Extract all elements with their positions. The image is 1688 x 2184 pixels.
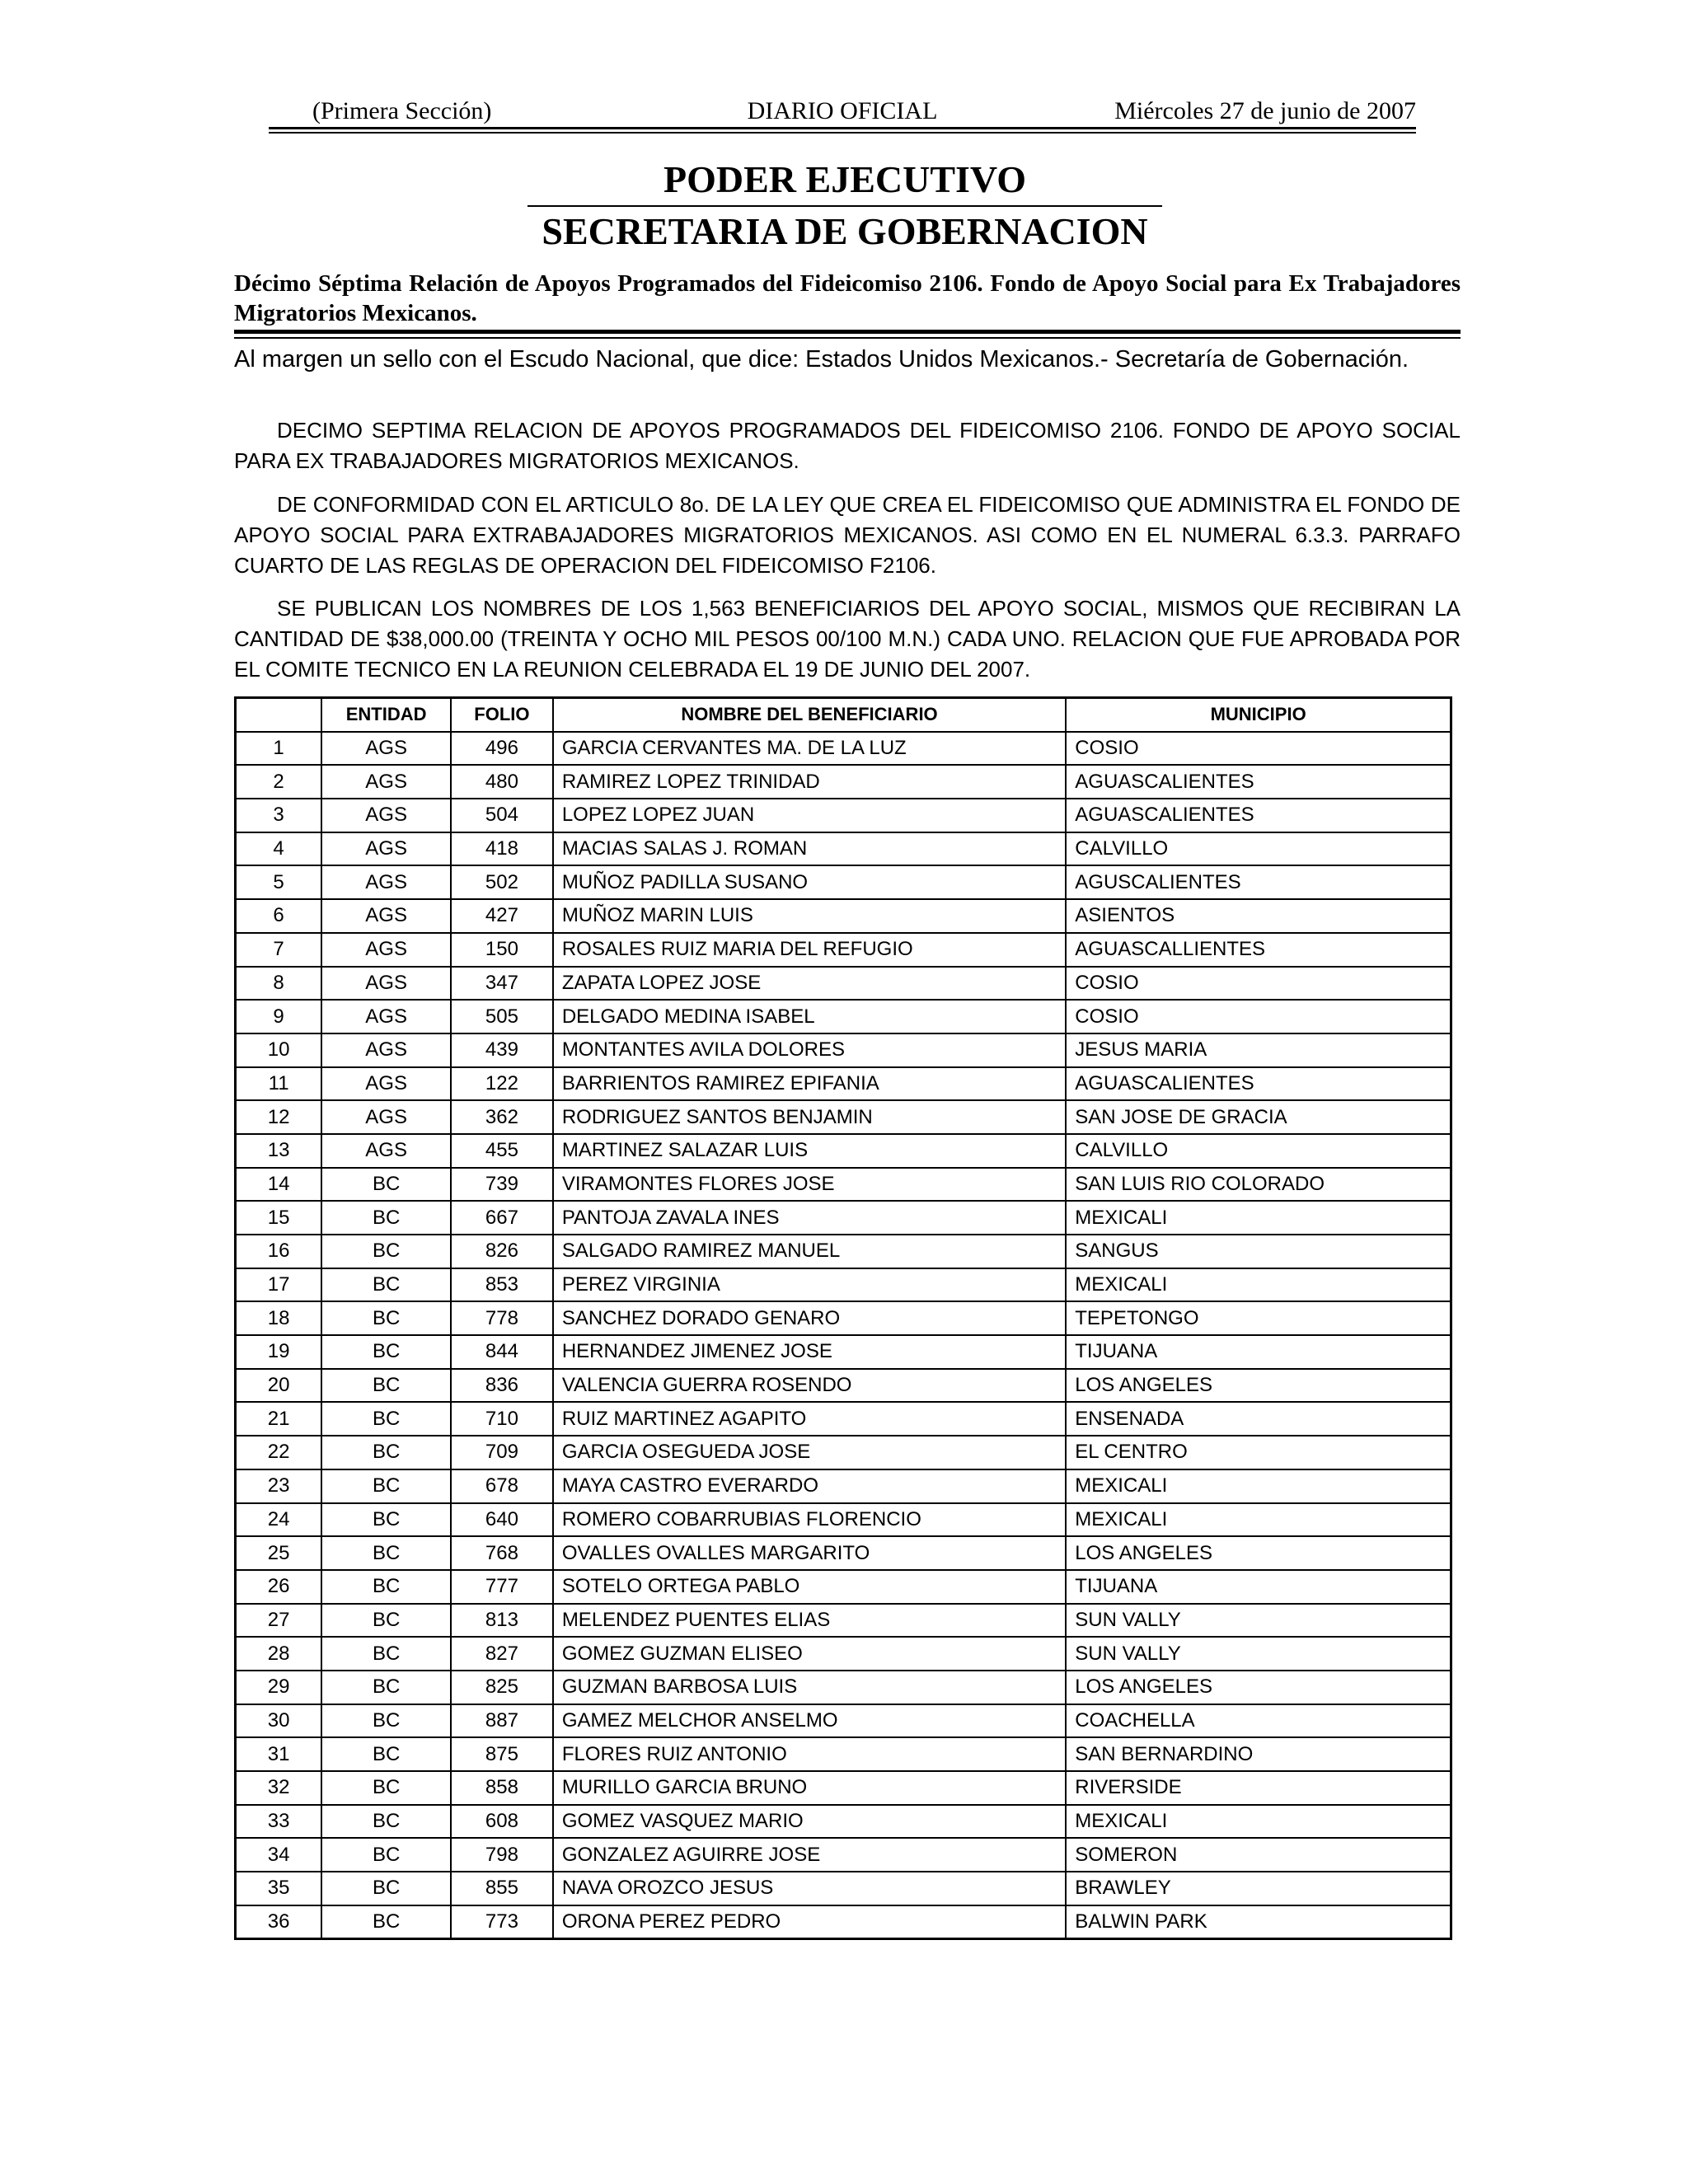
folio-cell: 827 — [451, 1637, 553, 1671]
table-header-row — [236, 698, 1451, 732]
table-row — [236, 1536, 1451, 1570]
municipio-cell: BRAWLEY — [1066, 1872, 1451, 1905]
entidad-cell: AGS — [321, 832, 451, 866]
folio-cell: 502 — [451, 865, 553, 899]
municipio-cell: MEXICALI — [1066, 1201, 1451, 1235]
entidad-cell: AGS — [321, 967, 451, 1001]
table-row — [236, 1436, 1451, 1469]
folio-cell: 640 — [451, 1503, 553, 1537]
entidad-cell: BC — [321, 1402, 451, 1436]
table-header — [236, 698, 1451, 732]
row-number: 4 — [236, 832, 322, 866]
branch-title: PODER EJECUTIVO — [663, 158, 1026, 200]
folio-cell: 773 — [451, 1905, 553, 1939]
table-row — [236, 1671, 1451, 1704]
entidad-cell: AGS — [321, 1033, 451, 1067]
row-number: 14 — [236, 1168, 322, 1202]
beneficiary-name-cell: SALGADO RAMIREZ MANUEL — [553, 1235, 1066, 1268]
row-number: 35 — [236, 1872, 322, 1905]
municipio-cell: AGUASCALIENTES — [1066, 799, 1451, 832]
table-row — [236, 933, 1451, 967]
margin-note: Al margen un sello con el Escudo Nacional, que dice: Estados Unidos Mexicanos.- Secretaría de Gobernación. — [234, 346, 1409, 373]
table-row — [236, 1067, 1451, 1101]
table-row — [236, 967, 1451, 1001]
municipio-cell: ASIENTOS — [1066, 899, 1451, 933]
table-row — [236, 1737, 1451, 1771]
row-number: 13 — [236, 1134, 322, 1168]
beneficiary-name-cell: GARCIA CERVANTES MA. DE LA LUZ — [553, 732, 1066, 766]
folio-cell: 710 — [451, 1402, 553, 1436]
table-row — [236, 899, 1451, 933]
beneficiary-name-cell: OVALLES OVALLES MARGARITO — [553, 1536, 1066, 1570]
beneficiary-name-cell: SANCHEZ DORADO GENARO — [553, 1301, 1066, 1335]
paragraph-title-caps: DECIMO SEPTIMA RELACION DE APOYOS PROGRAMADOS DEL FIDEICOMISO 2106. FONDO DE APOYO SOCIAL PARA EX TRABAJADORES MIGRATORIOS MEXICANOS. — [234, 418, 1461, 473]
municipio-cell: TIJUANA — [1066, 1570, 1451, 1604]
entidad-cell: BC — [321, 1201, 451, 1235]
header-section: (Primera Sección) — [312, 97, 492, 124]
folio-cell: 777 — [451, 1570, 553, 1604]
table-row — [236, 1201, 1451, 1235]
header-publication: DIARIO OFICIAL — [747, 97, 938, 124]
entidad-cell: BC — [321, 1503, 451, 1537]
row-number: 8 — [236, 967, 322, 1001]
table-row — [236, 865, 1451, 899]
row-number: 18 — [236, 1301, 322, 1335]
municipio-cell: SAN JOSE DE GRACIA — [1066, 1100, 1451, 1134]
municipio-cell: SAN BERNARDINO — [1066, 1737, 1451, 1771]
municipio-cell: MEXICALI — [1066, 1503, 1451, 1537]
entidad-cell: BC — [321, 1235, 451, 1268]
entidad-cell: BC — [321, 1704, 451, 1738]
beneficiary-name-cell: PANTOJA ZAVALA INES — [553, 1201, 1066, 1235]
row-number: 6 — [236, 899, 322, 933]
beneficiary-name-cell: GOMEZ VASQUEZ MARIO — [553, 1805, 1066, 1839]
entidad-cell: AGS — [321, 1067, 451, 1101]
municipio-cell: AGUSCALIENTES — [1066, 865, 1451, 899]
beneficiary-name-cell: MACIAS SALAS J. ROMAN — [553, 832, 1066, 866]
municipio-cell: ENSENADA — [1066, 1402, 1451, 1436]
folio-cell: 887 — [451, 1704, 553, 1738]
row-number: 21 — [236, 1402, 322, 1436]
header-rule-thick — [269, 127, 1416, 129]
table-row — [236, 1771, 1451, 1805]
municipio-cell: AGUASCALIENTES — [1066, 765, 1451, 799]
entidad-cell: BC — [321, 1872, 451, 1905]
table-row — [236, 1134, 1451, 1168]
beneficiary-name-cell: MONTANTES AVILA DOLORES — [553, 1033, 1066, 1067]
municipio-cell: RIVERSIDE — [1066, 1771, 1451, 1805]
beneficiary-name-cell: PEREZ VIRGINIA — [553, 1268, 1066, 1302]
folio-cell: 875 — [451, 1737, 553, 1771]
row-number: 10 — [236, 1033, 322, 1067]
entidad-cell: BC — [321, 1671, 451, 1704]
municipio-cell: SOMERON — [1066, 1838, 1451, 1872]
entidad-cell: BC — [321, 1771, 451, 1805]
entidad-cell: AGS — [321, 1000, 451, 1033]
beneficiary-name-cell: VIRAMONTES FLORES JOSE — [553, 1168, 1066, 1202]
entidad-cell: BC — [321, 1469, 451, 1503]
entidad-cell: AGS — [321, 865, 451, 899]
row-number: 17 — [236, 1268, 322, 1302]
table-row — [236, 765, 1451, 799]
table-row — [236, 1335, 1451, 1369]
header-date: Miércoles 27 de junio de 2007 — [1114, 97, 1416, 124]
row-number: 12 — [236, 1100, 322, 1134]
row-number: 34 — [236, 1838, 322, 1872]
row-number: 23 — [236, 1469, 322, 1503]
beneficiary-name-cell: MARTINEZ SALAZAR LUIS — [553, 1134, 1066, 1168]
table-row — [236, 1402, 1451, 1436]
folio-cell: 608 — [451, 1805, 553, 1839]
table-row — [236, 1100, 1451, 1134]
municipio-cell: AGUASCALLIENTES — [1066, 933, 1451, 967]
table-row — [236, 1268, 1451, 1302]
beneficiary-name-cell: ROMERO COBARRUBIAS FLORENCIO — [553, 1503, 1066, 1537]
beneficiary-name-cell: RODRIGUEZ SANTOS BENJAMIN — [553, 1100, 1066, 1134]
entidad-cell: AGS — [321, 933, 451, 967]
row-number: 32 — [236, 1771, 322, 1805]
row-number: 25 — [236, 1536, 322, 1570]
table-row — [236, 1637, 1451, 1671]
entidad-cell: BC — [321, 1604, 451, 1638]
entidad-cell: BC — [321, 1637, 451, 1671]
row-number: 15 — [236, 1201, 322, 1235]
folio-cell: 853 — [451, 1268, 553, 1302]
beneficiary-name-cell: FLORES RUIZ ANTONIO — [553, 1737, 1066, 1771]
folio-cell: 826 — [451, 1235, 553, 1268]
row-number: 3 — [236, 799, 322, 832]
municipio-cell: LOS ANGELES — [1066, 1369, 1451, 1403]
folio-cell: 418 — [451, 832, 553, 866]
header-rule-thin — [269, 132, 1416, 134]
entidad-cell: AGS — [321, 765, 451, 799]
municipio-cell: SANGUS — [1066, 1235, 1451, 1268]
paragraph-legal-basis: DE CONFORMIDAD CON EL ARTICULO 8o. DE LA LEY QUE CREA EL FIDEICOMISO QUE ADMINISTRA EL FONDO DE APOYO SOCIAL PARA EXTRABAJADORES MIGRATORIOS MEXICANOS. ASI COMO EN EL NUMERAL 6.3.3. PARRAFO CUARTO DE LAS REGLAS DE OPERACION DEL FIDEICOMISO F2106. — [234, 492, 1461, 578]
municipio-cell: BALWIN PARK — [1066, 1905, 1451, 1939]
row-number: 27 — [236, 1604, 322, 1638]
entidad-cell: BC — [321, 1436, 451, 1469]
beneficiary-name-cell: MAYA CASTRO EVERARDO — [553, 1469, 1066, 1503]
row-number: 33 — [236, 1805, 322, 1839]
table-row — [236, 1503, 1451, 1537]
beneficiary-name-cell: GUZMAN BARBOSA LUIS — [553, 1671, 1066, 1704]
folio-cell: 858 — [451, 1771, 553, 1805]
municipio-cell: SUN VALLY — [1066, 1604, 1451, 1638]
municipio-cell: LOS ANGELES — [1066, 1671, 1451, 1704]
entidad-cell: BC — [321, 1570, 451, 1604]
row-number: 20 — [236, 1369, 322, 1403]
table-row — [236, 1604, 1451, 1638]
beneficiary-name-cell: GARCIA OSEGUEDA JOSE — [553, 1436, 1066, 1469]
folio-cell: 496 — [451, 732, 553, 766]
entidad-cell: BC — [321, 1168, 451, 1202]
row-number: 7 — [236, 933, 322, 967]
beneficiary-name-cell: RUIZ MARTINEZ AGAPITO — [553, 1402, 1066, 1436]
municipio-cell: JESUS MARIA — [1066, 1033, 1451, 1067]
table-row — [236, 1000, 1451, 1033]
folio-cell: 778 — [451, 1301, 553, 1335]
beneficiary-name-cell: BARRIENTOS RAMIREZ EPIFANIA — [553, 1067, 1066, 1101]
folio-cell: 709 — [451, 1436, 553, 1469]
folio-cell: 813 — [451, 1604, 553, 1638]
table-row — [236, 1235, 1451, 1268]
paragraph-publication: SE PUBLICAN LOS NOMBRES DE LOS 1,563 BENEFICIARIOS DEL APOYO SOCIAL, MISMOS QUE RECIBIRAN LA CANTIDAD DE $38,000.00 (TREINTA Y OCHO MIL PESOS 00/100 M.N.) CADA UNO. RELACION QUE FUE APROBADA POR EL COMITE TECNICO EN LA REUNION CELEBRADA EL 19 DE JUNIO DEL 2007. — [234, 596, 1461, 682]
beneficiary-name-cell: ROSALES RUIZ MARIA DEL REFUGIO — [553, 933, 1066, 967]
table-row — [236, 1704, 1451, 1738]
row-number: 22 — [236, 1436, 322, 1469]
entidad-cell: BC — [321, 1805, 451, 1839]
entidad-cell: AGS — [321, 1134, 451, 1168]
beneficiary-name-cell: NAVA OROZCO JESUS — [553, 1872, 1066, 1905]
municipio-cell: CALVILLO — [1066, 1134, 1451, 1168]
table-row — [236, 1301, 1451, 1335]
column-header-entidad: ENTIDAD — [321, 698, 451, 732]
folio-cell: 439 — [451, 1033, 553, 1067]
table-row — [236, 732, 1451, 766]
column-header-nombre: NOMBRE DEL BENEFICIARIO — [553, 698, 1066, 732]
column-header-municipio: MUNICIPIO — [1066, 698, 1451, 732]
folio-cell: 455 — [451, 1134, 553, 1168]
column-header-folio: FOLIO — [451, 698, 553, 732]
beneficiary-name-cell: DELGADO MEDINA ISABEL — [553, 1000, 1066, 1033]
municipio-cell: COSIO — [1066, 967, 1451, 1001]
row-number: 29 — [236, 1671, 322, 1704]
row-number: 31 — [236, 1737, 322, 1771]
entidad-cell: AGS — [321, 899, 451, 933]
table-row — [236, 1570, 1451, 1604]
folio-cell: 504 — [451, 799, 553, 832]
entidad-cell: AGS — [321, 799, 451, 832]
beneficiaries-table — [234, 696, 1452, 1940]
ministry-title: SECRETARIA DE GOBERNACION — [542, 210, 1148, 252]
folio-cell: 480 — [451, 765, 553, 799]
beneficiary-name-cell: GONZALEZ AGUIRRE JOSE — [553, 1838, 1066, 1872]
beneficiary-name-cell: SOTELO ORTEGA PABLO — [553, 1570, 1066, 1604]
entidad-cell: AGS — [321, 732, 451, 766]
municipio-cell: EL CENTRO — [1066, 1436, 1451, 1469]
municipio-cell: TIJUANA — [1066, 1335, 1451, 1369]
municipio-cell: SUN VALLY — [1066, 1637, 1451, 1671]
row-number: 2 — [236, 765, 322, 799]
entidad-cell: BC — [321, 1905, 451, 1939]
folio-cell: 122 — [451, 1067, 553, 1101]
row-number: 9 — [236, 1000, 322, 1033]
row-number: 30 — [236, 1704, 322, 1738]
municipio-cell: COSIO — [1066, 732, 1451, 766]
municipio-cell: MEXICALI — [1066, 1469, 1451, 1503]
beneficiary-name-cell: ORONA PEREZ PEDRO — [553, 1905, 1066, 1939]
entidad-cell: BC — [321, 1838, 451, 1872]
entidad-cell: AGS — [321, 1100, 451, 1134]
table-row — [236, 1872, 1451, 1905]
municipio-cell: CALVILLO — [1066, 832, 1451, 866]
page-header — [269, 92, 1416, 132]
beneficiary-name-cell: LOPEZ LOPEZ JUAN — [553, 799, 1066, 832]
table-row — [236, 1905, 1451, 1939]
row-number: 19 — [236, 1335, 322, 1369]
subtitle-rule-thick — [234, 330, 1461, 334]
folio-cell: 347 — [451, 967, 553, 1001]
beneficiary-name-cell: GAMEZ MELCHOR ANSELMO — [553, 1704, 1066, 1738]
municipio-cell: COACHELLA — [1066, 1704, 1451, 1738]
table-row — [236, 1838, 1451, 1872]
folio-cell: 836 — [451, 1369, 553, 1403]
entidad-cell: BC — [321, 1335, 451, 1369]
document-subtitle: Décimo Séptima Relación de Apoyos Programados del Fideicomiso 2106. Fondo de Apoyo Social para Ex Trabajadores Migratorios Mexicanos. — [234, 270, 1461, 326]
municipio-cell: SAN LUIS RIO COLORADO — [1066, 1168, 1451, 1202]
entidad-cell: BC — [321, 1536, 451, 1570]
folio-cell: 825 — [451, 1671, 553, 1704]
table-row — [236, 1168, 1451, 1202]
municipio-cell: LOS ANGELES — [1066, 1536, 1451, 1570]
beneficiary-name-cell: MUÑOZ PADILLA SUSANO — [553, 865, 1066, 899]
folio-cell: 362 — [451, 1100, 553, 1134]
row-number: 28 — [236, 1637, 322, 1671]
row-number: 26 — [236, 1570, 322, 1604]
row-number: 16 — [236, 1235, 322, 1268]
row-number: 11 — [236, 1067, 322, 1101]
table-body — [236, 732, 1451, 1939]
folio-cell: 855 — [451, 1872, 553, 1905]
table-row — [236, 1805, 1451, 1839]
table-row — [236, 1369, 1451, 1403]
folio-cell: 798 — [451, 1838, 553, 1872]
entidad-cell: BC — [321, 1301, 451, 1335]
beneficiary-name-cell: MELENDEZ PUENTES ELIAS — [553, 1604, 1066, 1638]
folio-cell: 844 — [451, 1335, 553, 1369]
beneficiary-name-cell: VALENCIA GUERRA ROSENDO — [553, 1369, 1066, 1403]
beneficiary-name-cell: GOMEZ GUZMAN ELISEO — [553, 1637, 1066, 1671]
folio-cell: 427 — [451, 899, 553, 933]
folio-cell: 739 — [451, 1168, 553, 1202]
beneficiary-name-cell: ZAPATA LOPEZ JOSE — [553, 967, 1066, 1001]
row-number: 1 — [236, 732, 322, 766]
folio-cell: 150 — [451, 933, 553, 967]
municipio-cell: TEPETONGO — [1066, 1301, 1451, 1335]
entidad-cell: BC — [321, 1369, 451, 1403]
table-row — [236, 1469, 1451, 1503]
folio-cell: 768 — [451, 1536, 553, 1570]
entidad-cell: BC — [321, 1268, 451, 1302]
municipio-cell: AGUASCALIENTES — [1066, 1067, 1451, 1101]
folio-cell: 667 — [451, 1201, 553, 1235]
row-number: 36 — [236, 1905, 322, 1939]
municipio-cell: MEXICALI — [1066, 1268, 1451, 1302]
municipio-cell: MEXICALI — [1066, 1805, 1451, 1839]
folio-cell: 678 — [451, 1469, 553, 1503]
column-header-number — [236, 698, 322, 732]
beneficiary-name-cell: MURILLO GARCIA BRUNO — [553, 1771, 1066, 1805]
title-divider — [528, 205, 1162, 207]
beneficiary-name-cell: HERNANDEZ JIMENEZ JOSE — [553, 1335, 1066, 1369]
beneficiary-name-cell: MUÑOZ MARIN LUIS — [553, 899, 1066, 933]
table-row — [236, 832, 1451, 866]
municipio-cell: COSIO — [1066, 1000, 1451, 1033]
entidad-cell: BC — [321, 1737, 451, 1771]
beneficiary-name-cell: RAMIREZ LOPEZ TRINIDAD — [553, 765, 1066, 799]
table-row — [236, 1033, 1451, 1067]
folio-cell: 505 — [451, 1000, 553, 1033]
subtitle-rule-thin — [234, 337, 1461, 339]
row-number: 24 — [236, 1503, 322, 1537]
row-number: 5 — [236, 865, 322, 899]
table-row — [236, 799, 1451, 832]
